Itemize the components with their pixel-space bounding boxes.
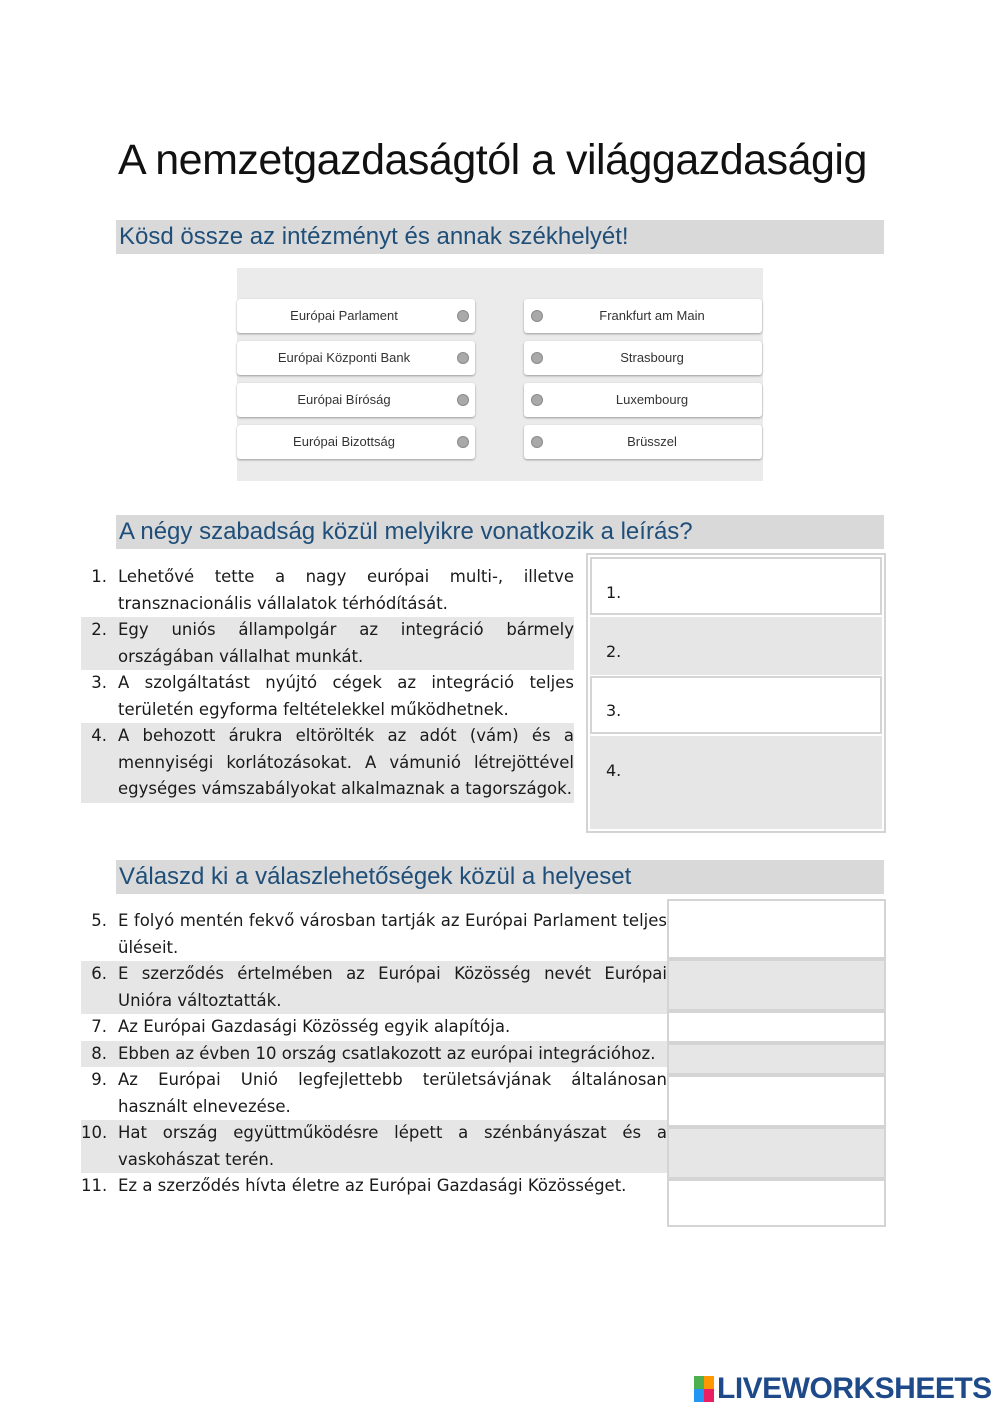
answer-select-8[interactable] bbox=[667, 1043, 886, 1075]
match-left-label: Európai Központi Bank bbox=[277, 350, 411, 365]
item-text: Az Európai Unió legfejlettebb területsávjának általánosan használt elnevezése. bbox=[118, 1070, 667, 1116]
freedoms-answer-column bbox=[586, 553, 886, 833]
connector-dot-icon[interactable] bbox=[457, 394, 469, 406]
match-right-item[interactable] bbox=[524, 383, 762, 417]
list-item bbox=[81, 1014, 667, 1041]
logo-text: LIVEWORKSHEETS bbox=[717, 1372, 992, 1405]
answer-input-3[interactable]: 3. bbox=[590, 676, 882, 734]
match-right-label: Luxembourg bbox=[615, 392, 689, 407]
item-text: E szerződés értelmében az Európai Közösség nevét Európai Unióra változtatták. bbox=[118, 964, 667, 1010]
item-text: E folyó mentén fekvő városban tartják az Európai Parlament teljes üléseit. bbox=[118, 911, 667, 957]
item-text: Egy uniós állampolgár az integráció bármely országában vállalhat munkát. bbox=[118, 620, 574, 666]
item-number: 8. bbox=[91, 1043, 107, 1063]
item-text: A szolgáltatást nyújtó cégek az integráció teljes területén egyforma feltételekkel működhetnek. bbox=[118, 673, 574, 719]
answer-input-2[interactable]: 2. bbox=[590, 617, 882, 675]
list-item bbox=[81, 1120, 667, 1173]
answer-input-1[interactable]: 1. bbox=[590, 557, 882, 615]
match-left-item[interactable] bbox=[237, 383, 475, 417]
item-number: 6. bbox=[91, 964, 107, 983]
section-heading-choice: Válaszd ki a válaszlehetőségek közül a helyeset bbox=[116, 860, 884, 894]
connector-dot-icon[interactable] bbox=[531, 352, 543, 364]
item-number: 2. bbox=[91, 620, 107, 639]
match-right-item[interactable] bbox=[524, 425, 762, 459]
list-item bbox=[81, 723, 574, 803]
choice-list bbox=[81, 908, 667, 1200]
section-heading-matching: Kösd össze az intézményt és annak székhelyét! bbox=[116, 220, 884, 254]
freedoms-list bbox=[81, 564, 574, 803]
answer-input-4[interactable]: 4. bbox=[590, 736, 882, 829]
list-item bbox=[81, 1041, 667, 1068]
match-right-item[interactable] bbox=[524, 341, 762, 375]
match-right-label: Brüsszel bbox=[627, 434, 677, 449]
answer-select-7[interactable] bbox=[667, 1011, 886, 1043]
list-item bbox=[81, 961, 667, 1014]
item-text: Ez a szerződés hívta életre az Európai Gazdasági Közösséget. bbox=[118, 1176, 627, 1195]
list-item bbox=[81, 617, 574, 670]
connector-dot-icon[interactable] bbox=[531, 394, 543, 406]
list-item bbox=[81, 670, 574, 723]
item-number: 4. bbox=[91, 726, 107, 745]
item-text: Ebben az évben 10 ország csatlakozott az európai integrációhoz. bbox=[118, 1043, 656, 1063]
item-number: 9. bbox=[91, 1070, 107, 1089]
answer-select-9[interactable] bbox=[667, 1075, 886, 1127]
list-item bbox=[81, 1173, 667, 1200]
liveworksheets-logo bbox=[694, 1374, 992, 1404]
answer-select-6[interactable] bbox=[667, 959, 886, 1011]
connector-dot-icon[interactable] bbox=[457, 310, 469, 322]
list-item bbox=[81, 1067, 667, 1120]
match-left-item[interactable] bbox=[237, 299, 475, 333]
liveworksheets-logo-icon bbox=[694, 1376, 714, 1402]
item-text: Lehetővé tette a nagy európai multi-, illetve transznacionális vállalatok térhódítását. bbox=[118, 567, 574, 613]
match-left-item[interactable] bbox=[237, 341, 475, 375]
matching-panel bbox=[237, 268, 763, 481]
connector-dot-icon[interactable] bbox=[457, 352, 469, 364]
item-number: 10. bbox=[81, 1123, 108, 1142]
match-left-item[interactable] bbox=[237, 425, 475, 459]
answer-select-10[interactable] bbox=[667, 1127, 886, 1179]
list-item bbox=[81, 564, 574, 617]
answer-select-11[interactable] bbox=[667, 1179, 886, 1227]
list-item bbox=[81, 908, 667, 961]
answer-select-5[interactable] bbox=[667, 899, 886, 959]
connector-dot-icon[interactable] bbox=[531, 436, 543, 448]
item-text: Hat ország együttműködésre lépett a szénbányászat és a vaskohászat terén. bbox=[118, 1123, 667, 1169]
match-right-item[interactable] bbox=[524, 299, 762, 333]
item-number: 7. bbox=[91, 1017, 107, 1036]
page-title: A nemzetgazdaságtól a világgazdaságig bbox=[118, 136, 867, 184]
match-left-label: Európai Bíróság bbox=[297, 392, 391, 407]
item-number: 11. bbox=[81, 1176, 108, 1195]
connector-dot-icon[interactable] bbox=[457, 436, 469, 448]
match-left-label: Európai Bizottság bbox=[293, 434, 395, 449]
match-right-label: Frankfurt am Main bbox=[599, 308, 705, 323]
match-right-label: Strasbourg bbox=[620, 350, 684, 365]
connector-dot-icon[interactable] bbox=[531, 310, 543, 322]
item-number: 1. bbox=[91, 567, 107, 586]
item-text: Az Európai Gazdasági Közösség egyik alapítója. bbox=[118, 1017, 511, 1036]
match-left-label: Európai Parlament bbox=[290, 308, 398, 323]
item-number: 3. bbox=[91, 673, 107, 692]
item-number: 5. bbox=[91, 911, 107, 930]
item-text: A behozott árukra eltörölték az adót (vám) és a mennyiségi korlátozásokat. A vámunió létrejöttével egységes vámszabályokat alkalmaznak a tagországok. bbox=[118, 726, 574, 798]
section-heading-freedoms: A négy szabadság közül melyikre vonatkozik a leírás? bbox=[116, 515, 884, 549]
